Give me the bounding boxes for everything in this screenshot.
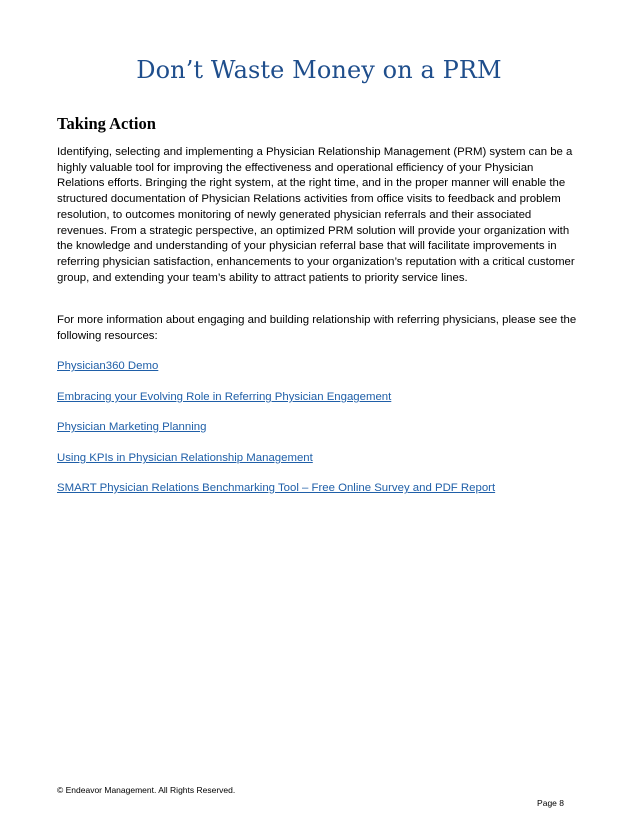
link-benchmarking-tool[interactable]: SMART Physician Relations Benchmarking Tool – Free Online Survey and PDF Report [57, 482, 496, 494]
footer-copyright: © Endeavor Management. All Rights Reserved. [57, 785, 236, 795]
link-evolving-role[interactable]: Embracing your Evolving Role in Referring Physician Engagement [57, 391, 392, 403]
link-kpis-prm[interactable]: Using KPIs in Physician Relationship Management [57, 452, 313, 464]
link-marketing-planning[interactable]: Physician Marketing Planning [57, 421, 207, 433]
body-paragraph-1: Identifying, selecting and implementing a Physician Relationship Management (PRM) system can be a highly valuable tool for improving the effectiveness and operational efficiency of your Physician Relations efforts. Bringing the right system, at the right time, and in the proper manner will enable the structured documentation of Physician Relations activities from office visits to feedback and problem resolution, to outcomes monitoring of newly generated physician referrals and their associated revenues. From a strategic perspective, an optimized PRM solution will provide your organization with the knowledge and understanding of your physician referral base that will facilitate improvements in referring physician satisfaction, enhancements to your organization’s reputation with a critical customer group, and extending your team’s ability to attract patients to priority service lines. [57, 146, 575, 284]
body-paragraph-2: For more information about engaging and building relationship with referring physicians, please see the following resources: [57, 314, 577, 342]
page-title: Don’t Waste Money on a PRM [136, 56, 502, 84]
link-physician360-demo[interactable]: Physician360 Demo [57, 360, 159, 372]
section-heading: Taking Action [57, 114, 156, 133]
footer-page-number: Page 8 [537, 798, 564, 808]
